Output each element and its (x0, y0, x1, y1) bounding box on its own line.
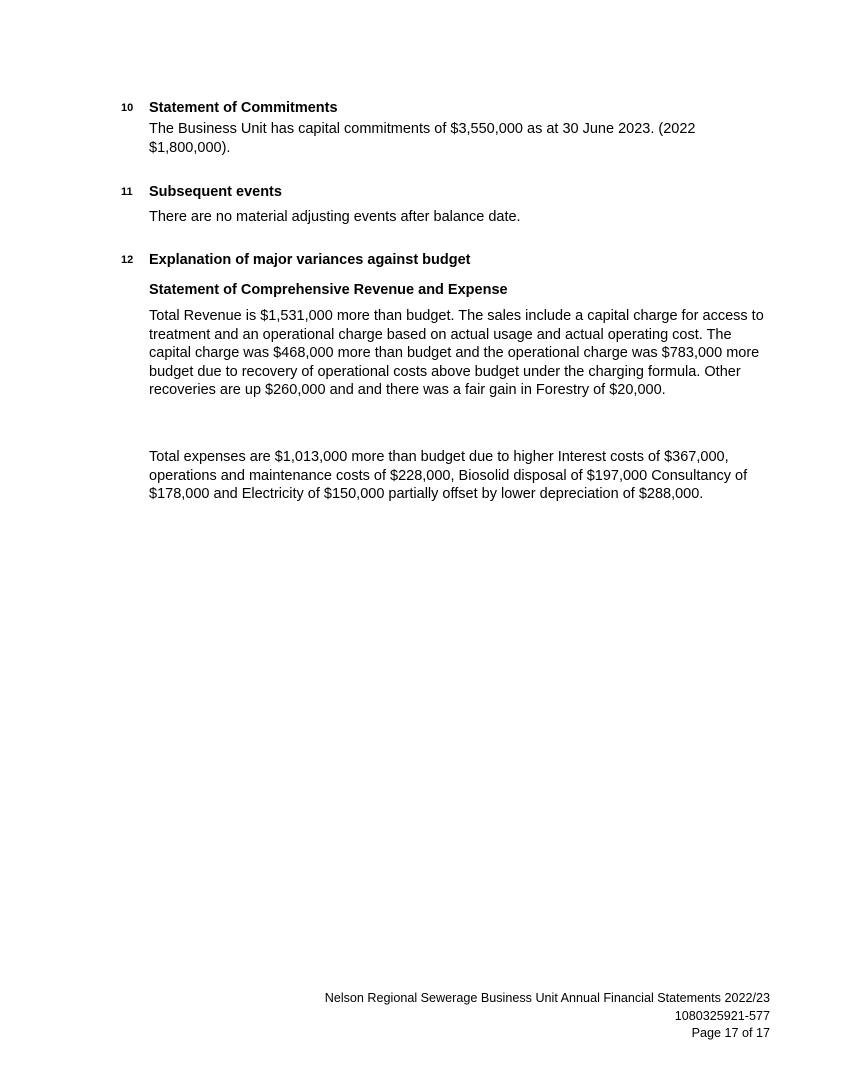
expense-variance-paragraph: Total expenses are $1,013,000 more than budget due to higher Interest costs of $367,000, operations and maintenance costs of $228,000, Biosolid disposal of $197,000 Consultancy of $178,000 and Electricity of $150,000 partially offset by lower depreciation of $288,000. (149, 449, 748, 503)
section-heading-variances: Explanation of major variances against budget (149, 252, 471, 268)
section-heading-subsequent-events: Subsequent events (149, 184, 282, 200)
footer-page-number: Page 17 of 17 (691, 1026, 770, 1040)
footer-document-title: Nelson Regional Sewerage Business Unit Annual Financial Statements 2022/23 (324, 991, 770, 1005)
section-number: 10 (121, 102, 134, 114)
section-number: 11 (121, 186, 133, 198)
page-footer (325, 990, 770, 1043)
footer-document-id: 1080325921-577 (674, 1008, 770, 1023)
section-number: 12 (121, 254, 134, 266)
revenue-variance-paragraph: Total Revenue is $1,531,000 more than budget. The sales include a capital charge for access to treatment and an operational charge based on actual usage and actual operating cost. The capital charge was $468,000 more than budget and the operational charge was $783,000 more budget due to recovery of operational costs above budget under the charging formula. Other recoveries are up $260,000 and and there was a fair gain in Forestry of $20,000. (149, 308, 764, 399)
subsequent-events-paragraph: There are no material adjusting events after balance date. (149, 209, 521, 225)
section-heading-commitments: Statement of Commitments (149, 100, 338, 116)
subheading-comprehensive-revenue: Statement of Comprehensive Revenue and Expense (149, 282, 508, 298)
commitments-paragraph: The Business Unit has capital commitments of $3,550,000 as at 30 June 2023. (2022 $1,800,000). (149, 121, 696, 156)
